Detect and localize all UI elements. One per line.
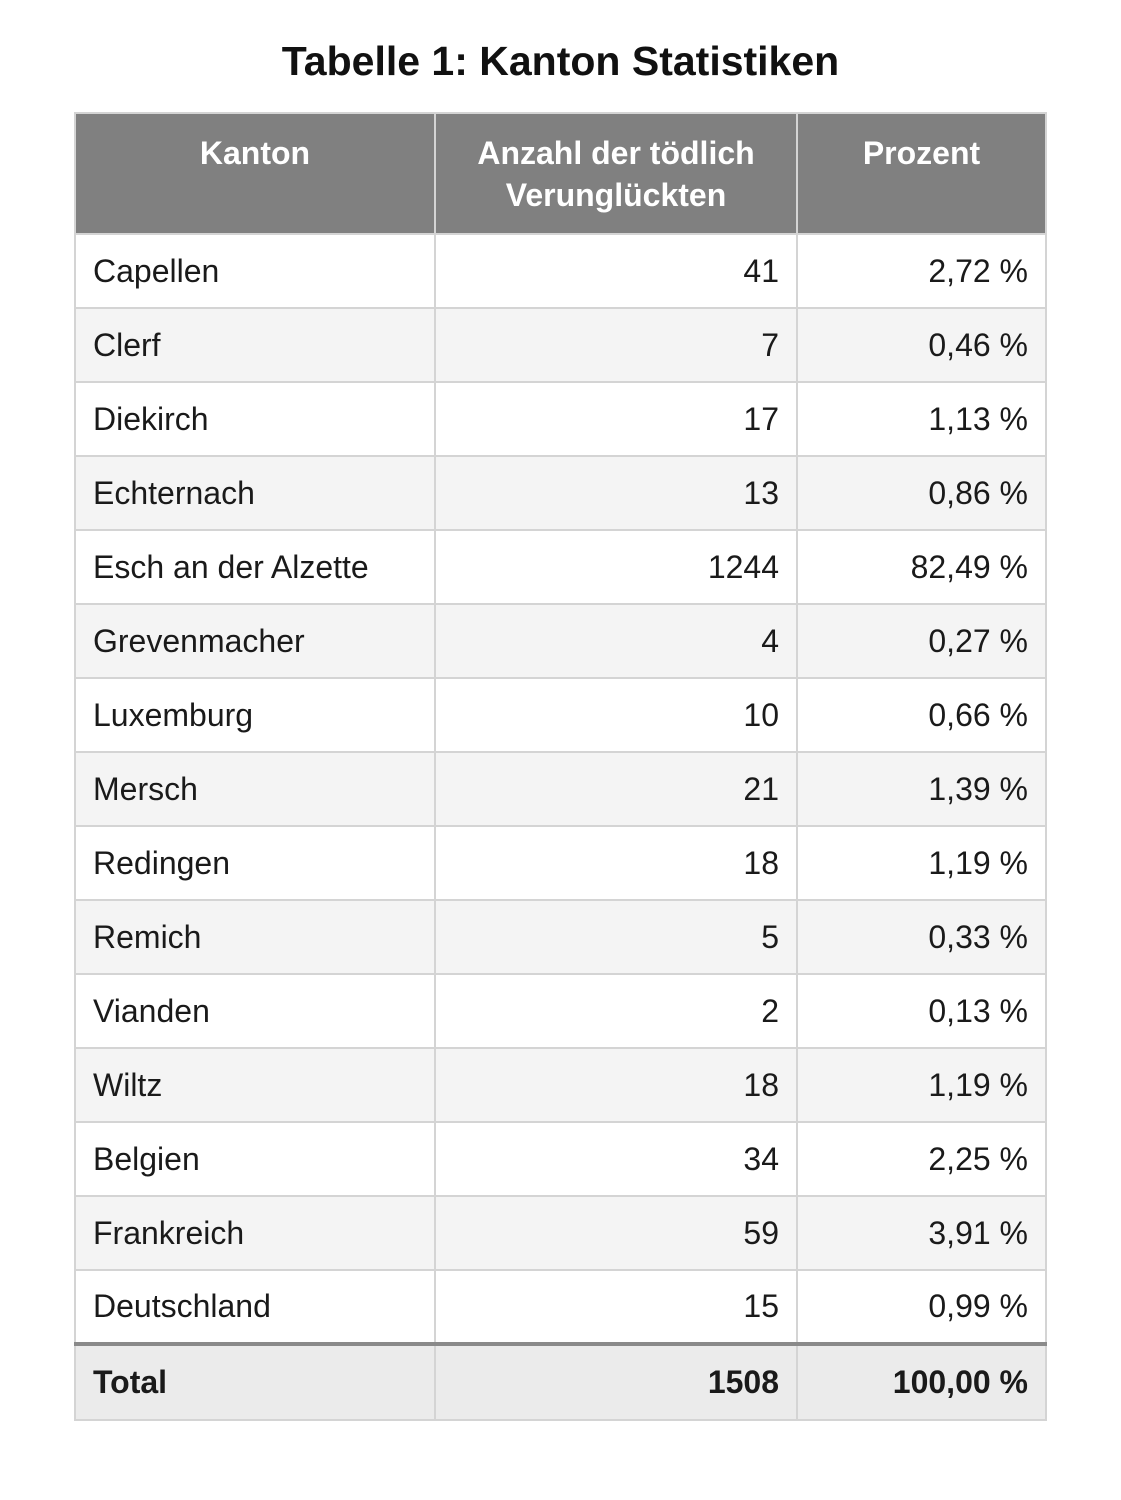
prozent-cell: 0,27 %	[797, 604, 1046, 678]
prozent-cell: 0,46 %	[797, 308, 1046, 382]
prozent-cell: 3,91 %	[797, 1196, 1046, 1270]
table-row	[75, 234, 1046, 308]
kanton-cell: Redingen	[75, 826, 435, 900]
anzahl-cell: 17	[435, 382, 797, 456]
table-body	[75, 234, 1046, 1344]
table-row	[75, 604, 1046, 678]
anzahl-cell: 4	[435, 604, 797, 678]
anzahl-cell: 21	[435, 752, 797, 826]
prozent-cell: 1,19 %	[797, 1048, 1046, 1122]
header-anzahl: Anzahl der tödlich Verunglückten	[435, 113, 797, 234]
prozent-cell: 0,66 %	[797, 678, 1046, 752]
prozent-cell: 2,72 %	[797, 234, 1046, 308]
kanton-cell: Esch an der Alzette	[75, 530, 435, 604]
anzahl-cell: 2	[435, 974, 797, 1048]
table-row	[75, 900, 1046, 974]
kanton-cell: Belgien	[75, 1122, 435, 1196]
total-prozent: 100,00 %	[797, 1344, 1046, 1420]
anzahl-cell: 18	[435, 1048, 797, 1122]
table-footer	[75, 1344, 1046, 1420]
prozent-cell: 1,19 %	[797, 826, 1046, 900]
kanton-cell: Diekirch	[75, 382, 435, 456]
kanton-cell: Deutschland	[75, 1270, 435, 1344]
prozent-cell: 0,13 %	[797, 974, 1046, 1048]
kanton-cell: Capellen	[75, 234, 435, 308]
prozent-cell: 0,33 %	[797, 900, 1046, 974]
kanton-cell: Vianden	[75, 974, 435, 1048]
kanton-cell: Grevenmacher	[75, 604, 435, 678]
kanton-statistics-table	[74, 112, 1047, 1421]
anzahl-cell: 15	[435, 1270, 797, 1344]
total-label: Total	[75, 1344, 435, 1420]
table-title: Tabelle 1: Kanton Statistiken	[281, 38, 840, 84]
anzahl-cell: 7	[435, 308, 797, 382]
table-header	[75, 113, 1046, 234]
table-row	[75, 530, 1046, 604]
table-row	[75, 308, 1046, 382]
table-row	[75, 1196, 1046, 1270]
table-row	[75, 456, 1046, 530]
table-row	[75, 752, 1046, 826]
header-prozent: Prozent	[797, 113, 1046, 234]
prozent-cell: 1,39 %	[797, 752, 1046, 826]
anzahl-cell: 1244	[435, 530, 797, 604]
table-row	[75, 974, 1046, 1048]
anzahl-cell: 10	[435, 678, 797, 752]
total-anzahl: 1508	[435, 1344, 797, 1420]
table-row	[75, 1048, 1046, 1122]
anzahl-cell: 5	[435, 900, 797, 974]
kanton-cell: Remich	[75, 900, 435, 974]
prozent-cell: 0,86 %	[797, 456, 1046, 530]
anzahl-cell: 41	[435, 234, 797, 308]
anzahl-cell: 13	[435, 456, 797, 530]
total-row	[75, 1344, 1046, 1420]
kanton-cell: Frankreich	[75, 1196, 435, 1270]
kanton-cell: Wiltz	[75, 1048, 435, 1122]
prozent-cell: 1,13 %	[797, 382, 1046, 456]
table-row	[75, 1270, 1046, 1344]
table-row	[75, 678, 1046, 752]
prozent-cell: 0,99 %	[797, 1270, 1046, 1344]
table-row	[75, 826, 1046, 900]
table-row	[75, 1122, 1046, 1196]
header-kanton: Kanton	[75, 113, 435, 234]
anzahl-cell: 34	[435, 1122, 797, 1196]
anzahl-cell: 59	[435, 1196, 797, 1270]
kanton-cell: Clerf	[75, 308, 435, 382]
table-row	[75, 382, 1046, 456]
prozent-cell: 2,25 %	[797, 1122, 1046, 1196]
kanton-cell: Mersch	[75, 752, 435, 826]
kanton-cell: Echternach	[75, 456, 435, 530]
prozent-cell: 82,49 %	[797, 530, 1046, 604]
header-row	[75, 113, 1046, 234]
kanton-cell: Luxemburg	[75, 678, 435, 752]
anzahl-cell: 18	[435, 826, 797, 900]
